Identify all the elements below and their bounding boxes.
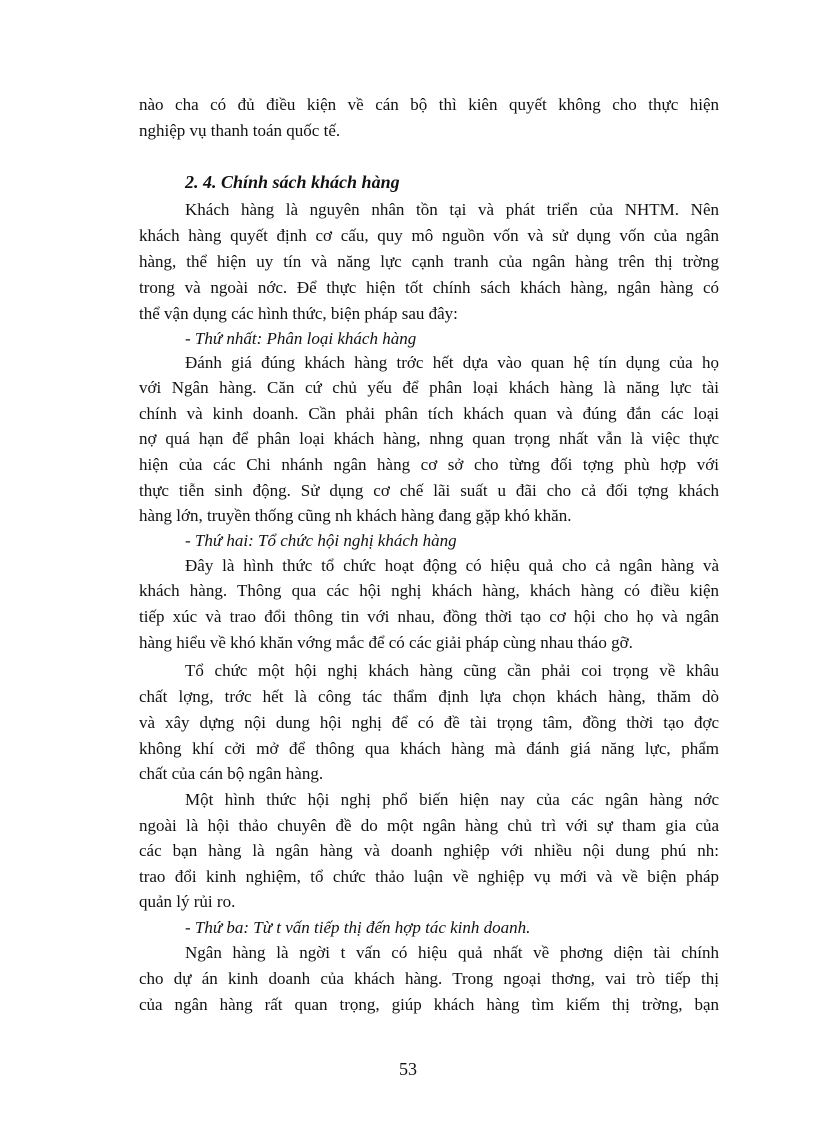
text-line: tiếp xúc và trao đổi thông tin với nhau, đồng thời tạo cơ hội cho họ và ngân <box>139 607 719 626</box>
text-line: Tổ chức một hội nghị khách hàng cũng cần phải coi trọng về khâu <box>185 661 719 680</box>
text-line: các bạn hàng là ngân hàng và doanh nghiệp với nhiều nội dung phú nh: <box>139 841 719 860</box>
text-line: Đánh giá đúng khách hàng trớc hết dựa vào quan hệ tín dụng của họ <box>185 353 719 372</box>
text-line: hàng, thể hiện uy tín và năng lực cạnh tranh của ngân hàng trên thị trờng <box>139 252 719 271</box>
text-line: nghiệp vụ thanh toán quốc tế. <box>139 121 341 140</box>
text-line: Khách hàng là nguyên nhân tồn tại và phát triển của NHTM. Nên <box>185 200 719 219</box>
section-heading: 2. 4. Chính sách khách hàng <box>185 172 400 192</box>
text-line: Đây là hình thức tổ chức hoạt động có hiệu quả cho cả ngân hàng và <box>185 556 719 575</box>
text-line: hiện của các Chi nhánh ngân hàng cơ sở cho từng đối tợng phù hợp với <box>139 455 719 474</box>
text-line: thể vận dụng các hình thức, biện pháp sau đây: <box>139 304 458 323</box>
page-number: 53 <box>399 1059 417 1079</box>
text-line: chính và kinh doanh. Cần phải phân tích khách quan và đúng đắn các loại <box>139 404 719 423</box>
text-line: khách hàng. Thông qua các hội nghị khách hàng, khách hàng có điều kiện <box>139 581 719 600</box>
text-line: cho dự án kinh doanh của khách hàng. Trong ngoại thơng, vai trò tiếp thị <box>139 969 719 988</box>
text-line: chất lợng, trớc hết là công tác thẩm định lựa chọn khách hàng, thăm dò <box>139 687 719 706</box>
subheading: - Thứ nhất: Phân loại khách hàng <box>185 329 417 348</box>
text-line: Ngân hàng là ngời t vấn có hiệu quả nhất về phơng diện tài chính <box>185 943 719 962</box>
text-line: với Ngân hàng. Căn cứ chủ yếu để phân loại khách hàng là năng lực tài <box>139 378 719 397</box>
subheading: - Thứ ba: Từ t vấn tiếp thị đến hợp tác kinh doanh. <box>185 918 531 937</box>
text-line: Một hình thức hội nghị phổ biến hiện nay của các ngân hàng nớc <box>185 790 719 809</box>
subheading: - Thứ hai: Tổ chức hội nghị khách hàng <box>185 531 457 550</box>
text-line: và xây dựng nội dung hội nghị để có đề tài trọng tâm, đồng thời tạo đợc <box>139 713 719 732</box>
text-line: chất của cán bộ ngân hàng. <box>139 764 324 783</box>
text-line: thực tiễn sinh động. Sử dụng cơ chế lãi suất u đãi cho cả đối tợng khách <box>139 481 719 500</box>
text-line: nợ quá hạn để phân loại khách hàng, nhng quan trọng nhất vẫn là việc thực <box>139 429 719 448</box>
text-line: quản lý rủi ro. <box>139 892 236 911</box>
text-line: của ngân hàng rất quan trọng, giúp khách hàng tìm kiếm thị trờng, bạn <box>139 995 719 1014</box>
text-line: ngoài là hội thảo chuyên đề do một ngân hàng chủ trì với sự tham gia của <box>139 816 719 835</box>
text-line: hàng lớn, truyền thống cũng nh khách hàng đang gặp khó khăn. <box>139 506 572 525</box>
text-line: trong và ngoài nớc. Để thực hiện tốt chính sách khách hàng, ngân hàng có <box>139 278 719 297</box>
text-line: hàng hiểu về khó khăn vớng mắc để có các giải pháp cùng nhau tháo gỡ. <box>139 633 633 652</box>
text-line: khách hàng quyết định cơ cấu, quy mô nguồn vốn và sử dụng vốn của ngân <box>139 226 719 245</box>
text-line: trao đổi kinh nghiệm, tổ chức thảo luận về nghiệp vụ mới và về biện pháp <box>139 867 719 886</box>
text-line: nào cha có đủ điều kiện về cán bộ thì kiên quyết không cho thực hiện <box>139 95 719 114</box>
text-line: không khí cởi mở để thông qua khách hàng mà đánh giá năng lực, phẩm <box>139 739 719 758</box>
